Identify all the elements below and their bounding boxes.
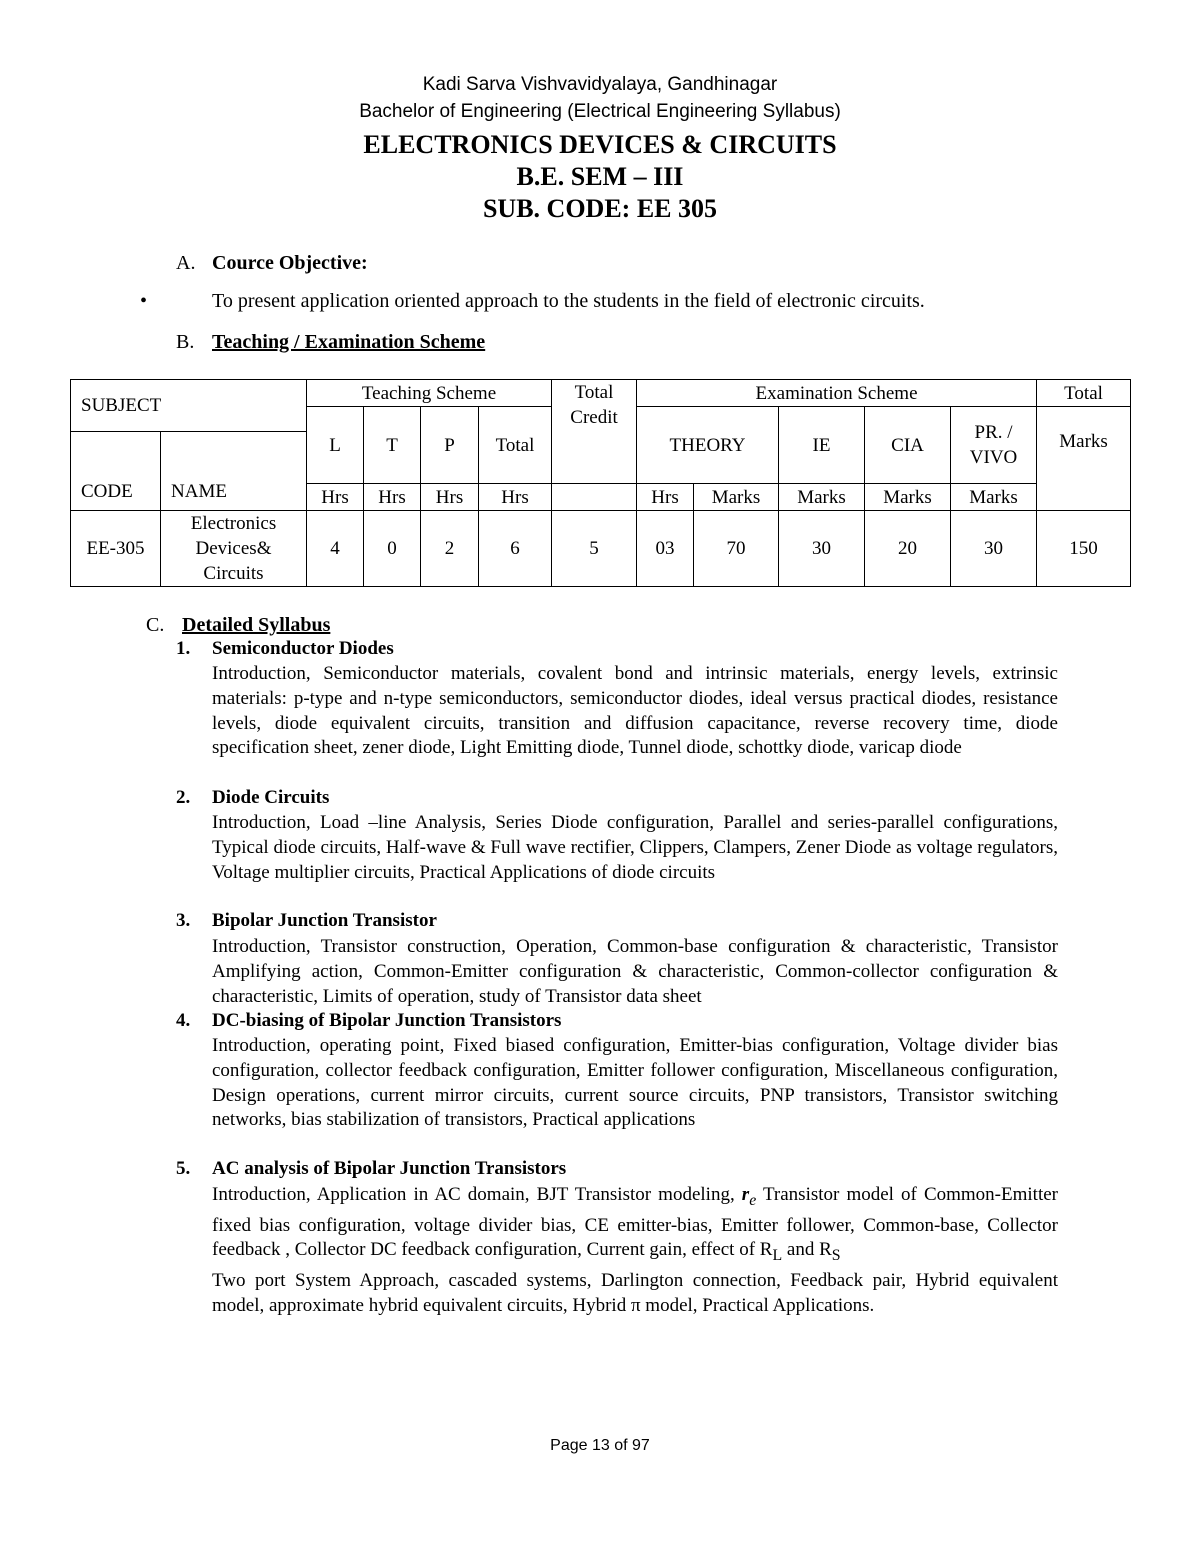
bullet-icon: • (140, 290, 148, 312)
unit-description: Introduction, operating point, Fixed biased configuration, Emitter-bias configuration, Voltage divider bias configuration, collector feedback configuration, Emitter follower configuration, Miscellaneous configuration, Design operations, current mirror circuits, current source circuits, PNP transistors, Transistor switching networks, bias stabilization of transistors, Practical applications (212, 1035, 1058, 1131)
re-subscript: e (749, 1191, 757, 1209)
unit-title: Diode Circuits (212, 787, 330, 808)
unit-number: 5. (176, 1158, 191, 1179)
cia-header: CIA (865, 407, 951, 484)
ie-header: IE (779, 407, 865, 484)
row-total: 6 (479, 511, 552, 587)
theory-hrs-label: Hrs (637, 484, 694, 511)
teaching-scheme-header: Teaching Scheme (307, 380, 552, 407)
rl-symbol: R (759, 1239, 773, 1261)
re-symbol: r (741, 1184, 750, 1205)
total-header: Total (1037, 380, 1131, 407)
unit-title: Semiconductor Diodes (212, 638, 394, 659)
l-hrs: Hrs (307, 484, 364, 511)
and-word: and (786, 1239, 815, 1261)
section-a-letter: A. (176, 252, 196, 274)
total-hrs: Hrs (479, 484, 552, 511)
page-number: Page 13 of 97 (550, 1437, 650, 1454)
row-theory-hrs: 03 (637, 511, 694, 587)
t-header: T (364, 407, 421, 484)
row-theory-marks: 70 (694, 511, 779, 587)
row-credit: 5 (552, 511, 637, 587)
p-header: P (421, 407, 479, 484)
pr-vivo-marks-label: Marks (951, 484, 1037, 511)
l-header: L (307, 407, 364, 484)
row-ie: 30 (779, 511, 865, 587)
subject-header: SUBJECT (71, 380, 307, 432)
section-b-letter: B. (176, 331, 195, 353)
pr-vivo-header: PR. / VIVO (951, 407, 1037, 484)
semester: B.E. SEM – III (516, 162, 684, 191)
row-cia: 20 (865, 511, 951, 587)
unit-heading (176, 910, 437, 932)
cia-marks-label: Marks (865, 484, 951, 511)
theory-header: THEORY (637, 407, 779, 484)
unit5-text-c: Two port System Approach, cascaded systems, Darlington connection, Feedback pair, Hybrid equivalent model, approximate hybrid equivalent circuits, Hybrid π model, Practical Applications. (212, 1269, 1058, 1316)
p-hrs: Hrs (421, 484, 479, 511)
section-c-letter: C. (146, 614, 165, 636)
course-objective: To present application oriented approach to the students in the field of electronic circuits. (212, 290, 925, 312)
unit-heading (176, 1010, 561, 1032)
subject-code: SUB. CODE: EE 305 (482, 194, 718, 223)
code-header: CODE (71, 432, 161, 511)
examination-scheme-header: Examination Scheme (637, 380, 1037, 407)
row-t: 0 (364, 511, 421, 587)
t-hrs: Hrs (364, 484, 421, 511)
table-row (71, 511, 1131, 587)
total-credit-header: Total Credit (552, 380, 637, 484)
name-header: NAME (161, 432, 307, 511)
unit-heading (176, 787, 329, 809)
unit-description: Introduction, Load –line Analysis, Series Diode configuration, Parallel and series-parallel configurations, Typical diode circuits, Half-wave & Full wave rectifier, Clippers, Clampers, Zener Diode as voltage regulators, Voltage multiplier circuits, Practical Applications of diode circuits (212, 812, 1058, 883)
section-c-title: Detailed Syllabus (182, 614, 331, 636)
section-a-title: Cource Objective: (212, 252, 368, 274)
unit5-text-a: Introduction, Application in AC domain, BJT Transistor modeling, (212, 1184, 735, 1205)
unit-heading (176, 1158, 566, 1180)
unit-title: DC-biasing of Bipolar Junction Transistors (212, 1010, 562, 1031)
unit-description (212, 1183, 1058, 1319)
rs-symbol: R (819, 1239, 832, 1261)
unit-description: Introduction, Transistor construction, Operation, Common-base configuration & characteristic, Transistor Amplifying action, Common-Emitter configuration & characteristic, Common-collector configuration & characteristic, Limits of operation, study of Transistor data sheet (212, 936, 1058, 1007)
program-name: Bachelor of Engineering (Electrical Engineering Syllabus) (359, 101, 841, 122)
university-name: Kadi Sarva Vishvavidyalaya, Gandhinagar (422, 74, 778, 95)
credit-blank (552, 484, 637, 511)
total-hours-header: Total (479, 407, 552, 484)
row-pr-vivo: 30 (951, 511, 1037, 587)
row-total-marks: 150 (1037, 511, 1131, 587)
unit5-text-b: Transistor model of Common-Emitter fixed bias configuration, voltage divider bias, CE emitter-bias, Emitter follower, Common-base, Collector feedback , Collector DC feedback configuration, Current gain, effect of (212, 1184, 1058, 1261)
unit-heading (176, 638, 394, 660)
unit-number: 4. (176, 1010, 191, 1031)
unit-number: 1. (176, 638, 191, 659)
theory-marks-label: Marks (694, 484, 779, 511)
row-name: Electronics Devices& Circuits (161, 511, 307, 587)
unit-number: 3. (176, 910, 191, 931)
ie-marks-label: Marks (779, 484, 865, 511)
rs-subscript: S (831, 1247, 841, 1265)
unit-description: Introduction, Semiconductor materials, covalent bond and intrinsic materials, energy levels, extrinsic materials: p-type and n-type semiconductors, semiconductor diodes, ideal versus practical diodes, resistance levels, diode equivalent circuits, transition and diffusion capacitance, reverse recovery time, diode specification sheet, zener diode, Light Emitting diode, Tunnel diode, schottky diode, varicap diode (212, 663, 1058, 759)
unit-title: AC analysis of Bipolar Junction Transistors (212, 1158, 567, 1179)
total-marks-header: Marks (1037, 407, 1131, 511)
rl-subscript: L (772, 1247, 783, 1265)
subject-title: ELECTRONICS DEVICES & CIRCUITS (363, 130, 837, 159)
row-p: 2 (421, 511, 479, 587)
section-b-title: Teaching / Examination Scheme (212, 331, 486, 353)
unit-title: Bipolar Junction Transistor (212, 910, 437, 931)
row-code: EE-305 (71, 511, 161, 587)
scheme-table (70, 379, 1131, 587)
row-l: 4 (307, 511, 364, 587)
unit-number: 2. (176, 787, 191, 808)
